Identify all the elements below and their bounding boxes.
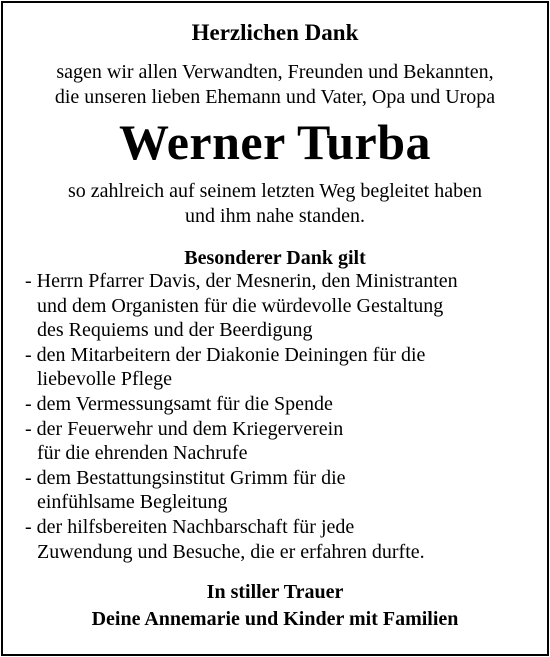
thanks-list-line: liebevolle Pflege <box>37 368 172 391</box>
thanks-list-item <box>25 269 458 343</box>
thanks-list-line: - der Feuerwehr und dem Kriegerverein <box>25 417 344 440</box>
thanks-list-line: - der hilfsbereiten Nachbarschaft für jede <box>25 515 355 538</box>
thanks-list-item <box>25 343 458 392</box>
special-thanks-heading: Besonderer Dank gilt <box>184 247 366 269</box>
thanks-list-line: - dem Bestattungsinstitut Grimm für die <box>25 466 346 489</box>
heading: Herzlichen Dank <box>191 20 359 45</box>
notice-card <box>1 1 549 656</box>
thanks-list-line: des Requiems und der Beerdigung <box>37 319 313 342</box>
intro-line: sagen wir allen Verwandten, Freunden und Bekannten, <box>56 61 494 83</box>
closing-line: In stiller Trauer <box>206 581 344 603</box>
closing-signature: Deine Annemarie und Kinder mit Familien <box>91 608 459 630</box>
after-name-line: und ihm nahe standen. <box>185 205 365 227</box>
thanks-list-item <box>25 466 458 515</box>
thanks-list-line: - dem Vermessungsamt für die Spende <box>25 392 333 415</box>
thanks-list <box>25 269 458 564</box>
intro-line: die unseren lieben Ehemann und Vater, Opa und Uropa <box>54 86 496 108</box>
after-name-line: so zahlreich auf seinem letzten Weg begleitet haben <box>68 180 482 202</box>
thanks-list-item <box>25 515 458 564</box>
thanks-list-item <box>25 392 458 417</box>
thanks-list-line: und dem Organisten für die würdevolle Gestaltung <box>37 294 444 317</box>
thanks-list-item <box>25 417 458 466</box>
thanks-list-line: einfühlsame Begleitung <box>37 491 228 514</box>
thanks-list-line: für die ehrenden Nachrufe <box>37 442 248 465</box>
deceased-name: Werner Turba <box>118 114 432 170</box>
thanks-list-line: - Herrn Pfarrer Davis, der Mesnerin, den Ministranten <box>25 270 458 292</box>
thanks-list-line: Zuwendung und Besuche, die er erfahren durfte. <box>37 540 425 563</box>
thanks-list-line: - den Mitarbeitern der Diakonie Deiningen für die <box>25 343 426 366</box>
